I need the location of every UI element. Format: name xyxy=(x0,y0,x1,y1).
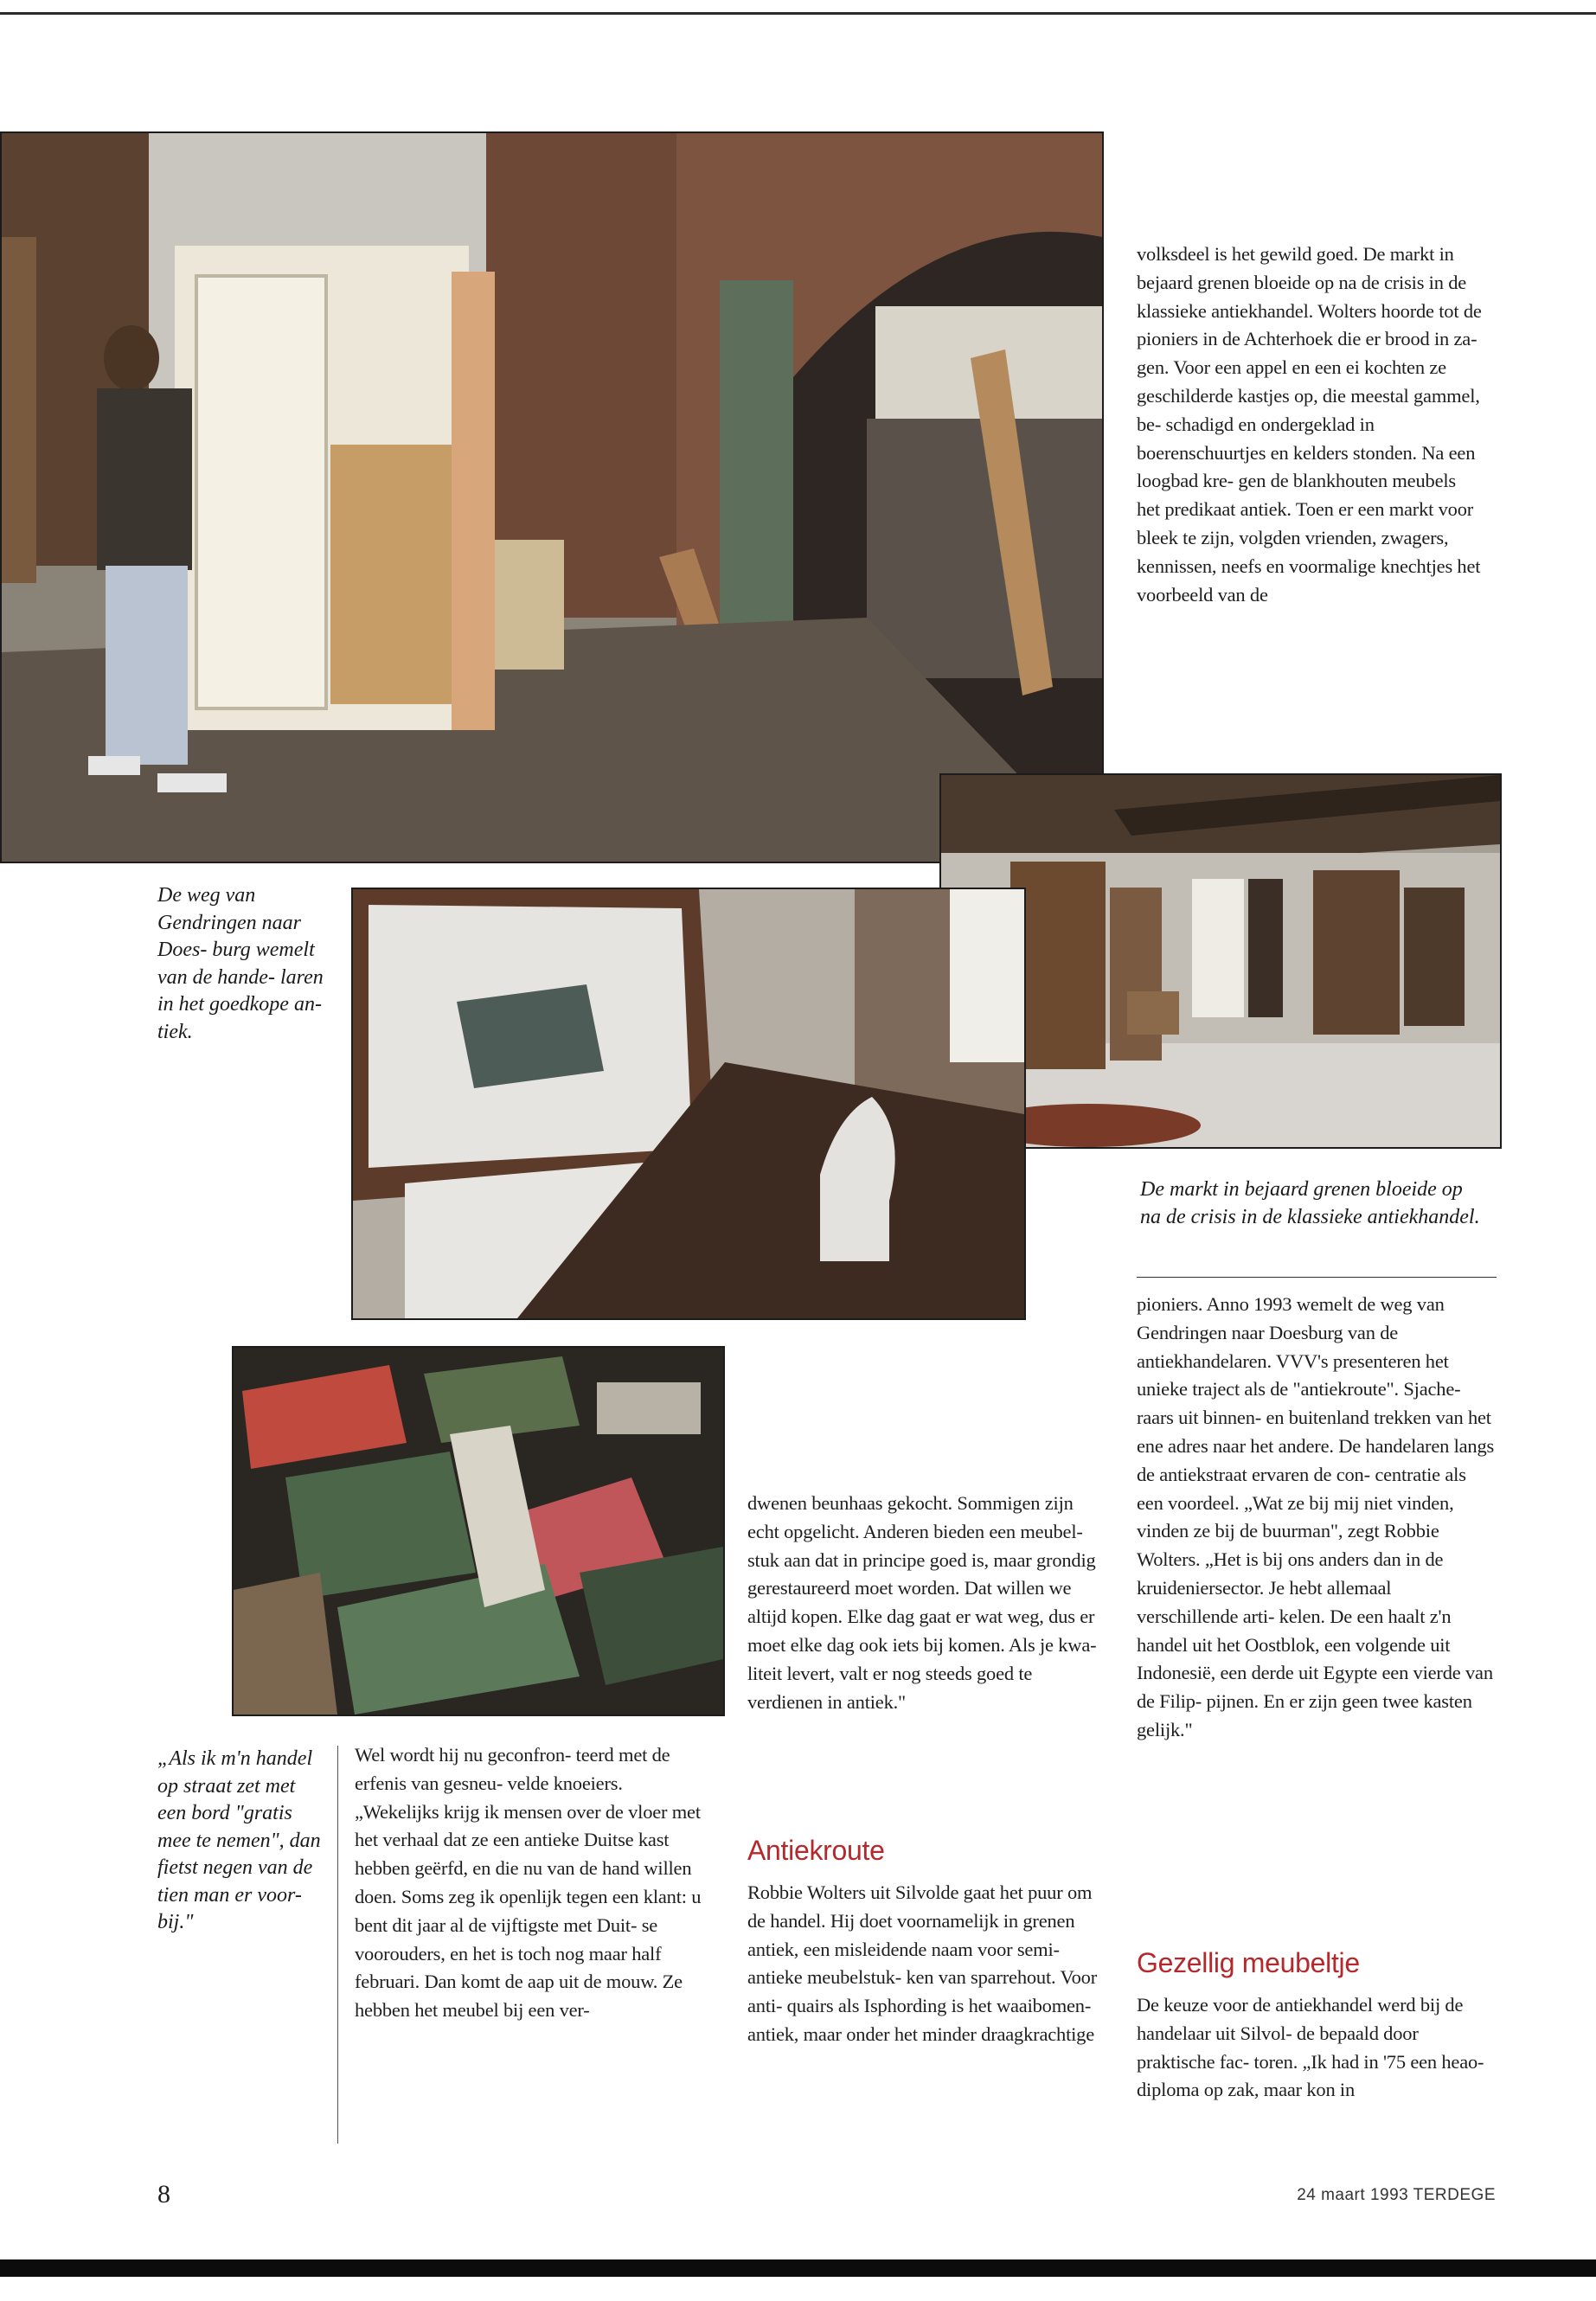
column-1-para-2: „Wekelijks krijg ik mensen over de vloer met het verhaal dat ze een antieke Duitse kast hebben geërfd, en die nu van de hand willen doen. Soms zeg ik openlijk tegen een klant: u bent dit jaar al de vijftigste met Duit- se voorouders, en het is toch nog maar half februari. Dan komt de aap uit de mouw. Ze hebben het meubel bij een ver- xyxy=(355,1800,702,2022)
top-rule xyxy=(0,12,1596,15)
caption-market-rule xyxy=(1137,1277,1497,1278)
caption-road xyxy=(157,882,330,1046)
page-number: 8 xyxy=(157,2180,170,2208)
photo-wardrobe-barn xyxy=(0,131,1104,863)
caption-quote-text: „Als ik m'n handel op straat zet met een bord "gratis mee te nemen", dan fietst negen van de tien man er voor- bij." xyxy=(157,1747,321,1933)
caption-road-text: De weg van Gendringen naar Does- burg wemelt van de hande- laren in het goedkope an- tiek. xyxy=(157,884,324,1043)
caption-market xyxy=(1140,1176,1486,1231)
column-1-para-1: Wel wordt hij nu geconfron- teerd met de erfenis van gesneu- velde knoeiers. xyxy=(355,1744,670,1794)
column-1-left-rule xyxy=(337,1746,338,2144)
heading-antiekroute: Antiekroute xyxy=(747,1835,885,1866)
photo-chair-pile xyxy=(232,1346,725,1716)
column-3-top xyxy=(1137,240,1483,609)
caption-quote xyxy=(157,1746,322,1937)
heading-gezellig-meubeltje: Gezellig meubeltje xyxy=(1137,1947,1360,1978)
column-2-top-text: dwenen beunhaas gekocht. Sommigen zijn echt opgelicht. Anderen bieden een meubel- stuk aan dat in principe goed is, maar grondig gerestaureerd moet worden. Dat willen we altijd kopen. Elke dag gaat er wat weg, dus er moet elke dag ook iets bij komen. Als je kwa- liteit levert, valt er nog steeds goed te verdienen in antiek." xyxy=(747,1492,1097,1713)
bottom-bar xyxy=(0,2259,1596,2277)
column-3-middle xyxy=(1137,1291,1497,1745)
column-3-top-text: volksdeel is het gewild goed. De markt in bejaard grenen bloeide op na de crisis in de klassieke antiekhandel. Wolters hoorde tot de pioniers in de Achterhoek die er brood in za- gen. Voor een appel en een ei kochten ze geschilderde kastjes op, die meestal gammel, be- schadigd en ondergeklad in boerenschuurtjes en kelders stonden. Na een loogbad kre- gen de blankhouten meubels het predikaat antiek. Toen er een markt voor bleek te zijn, volgden vrienden, zwagers, kennissen, neefs en voormalige knechtjes het voorbeeld van de xyxy=(1137,243,1482,606)
column-3-body-text: De keuze voor de antiekhandel werd bij de handelaar uit Silvol- de bepaald door praktische fac- toren. „Ik had in '75 een heao- diploma op zak, maar kon in xyxy=(1137,1994,1484,2101)
caption-market-text: De markt in bejaard grenen bloeide op na de crisis in de klassieke antiekhandel. xyxy=(1140,1178,1480,1228)
column-1 xyxy=(355,1741,718,2025)
column-2-section xyxy=(747,1825,1097,2049)
column-3-section xyxy=(1137,1938,1497,2105)
photo-mirror-table xyxy=(351,888,1026,1320)
column-3-middle-text: pioniers. Anno 1993 wemelt de weg van Gendringen naar Doesburg van de antiekhandelaren. VVV's presenteren het unieke traject als de "antiekroute". Sjache- raars uit binnen- en buitenland trekken van het ene adres naar het andere. De handelaren langs de antiekstraat ervaren de con- centratie als een voordeel. „Wat ze bij mij niet vinden, vinden ze bij de buurman", zegt Robbie Wolters. „Het is bij ons anders dan in de kruideniersector. Je hebt allemaal verschillende arti- kelen. De een haalt z'n handel uit het Oostblok, een volgende uit Indonesië, een derde uit Egypte een vierde van de Filip- pijnen. En er zijn geen twee kasten gelijk." xyxy=(1137,1293,1495,1740)
column-2-body-text: Robbie Wolters uit Silvolde gaat het puur om de handel. Hij doet voornamelijk in grenen antiek, een misleidende naam voor semi-antieke meubelstuk- ken van sparrehout. Voor anti- quairs als Isphording is het waaibomen-antiek, maar onder het minder draagkrachtige xyxy=(747,1881,1098,2045)
column-2-top xyxy=(747,1490,1097,1716)
issue-line: 24 maart 1993 TERDEGE xyxy=(1297,2186,1496,2204)
